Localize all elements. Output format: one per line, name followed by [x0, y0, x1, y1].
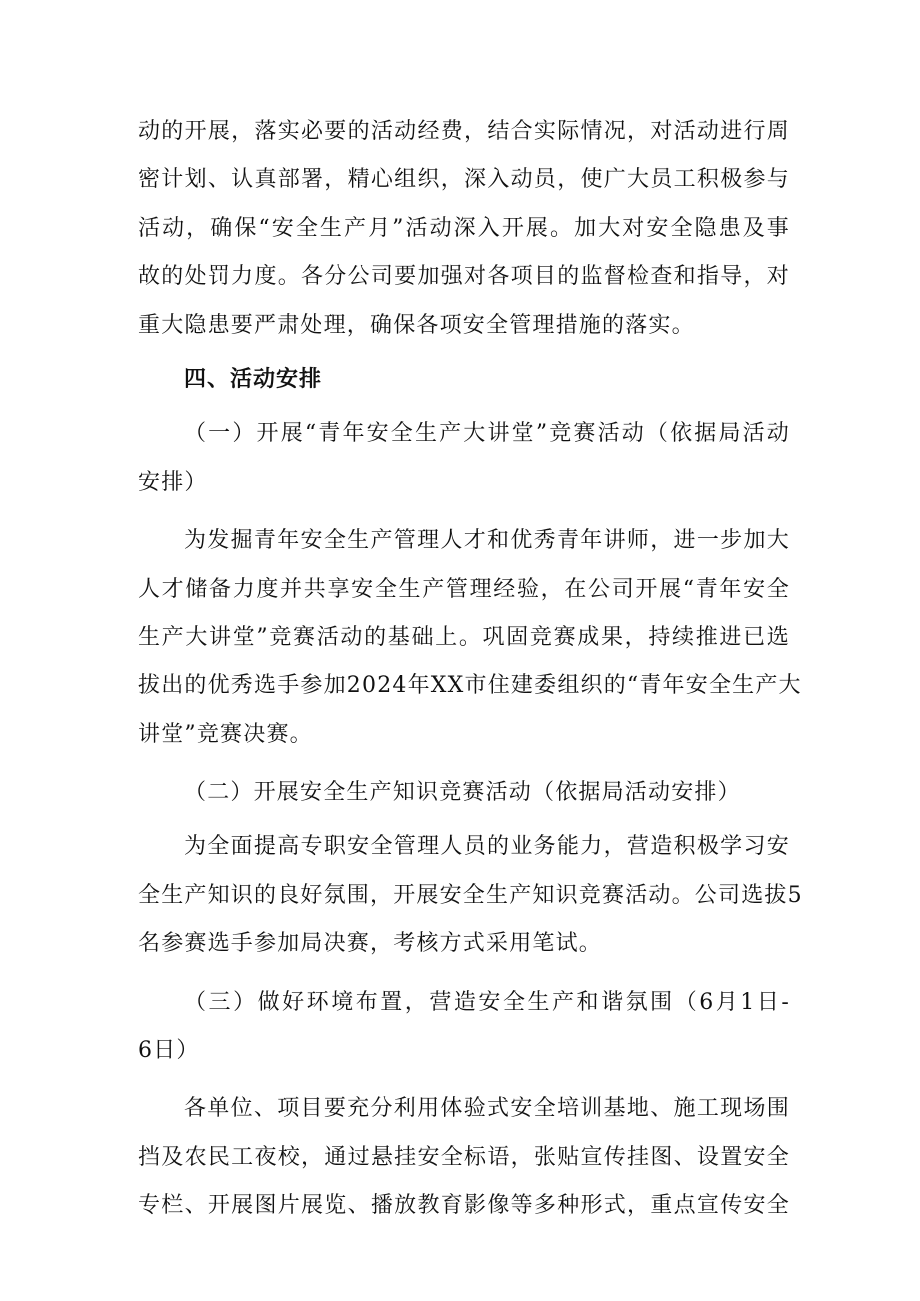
text-line: 重大隐患要严肃处理，确保各项安全管理措施的落实。 — [138, 312, 695, 338]
text-line: 人才储备力度并共享安全生产管理经验，在公司开展“青年安全 — [138, 576, 790, 602]
text-line: 为全面提高专职安全管理人员的业务能力，营造积极学习安 — [184, 834, 790, 860]
subheading-1 — [138, 410, 790, 507]
text-line: 生产大讲堂”竞赛活动的基础上。巩固竞赛成果，持续推进已选 — [138, 624, 790, 650]
paragraph-continuation — [138, 108, 790, 350]
text-line: 各单位、项目要充分利用体验式安全培训基地、施工现场围 — [184, 1096, 790, 1122]
document-page — [138, 108, 803, 1231]
paragraph-environment — [138, 1085, 790, 1230]
text-line: 活动，确保“安全生产月”活动深入开展。加大对安全隐患及事 — [138, 215, 790, 241]
text-line: 故的处罚力度。各分公司要加强对各项目的监督检查和指导，对 — [138, 264, 790, 290]
text-line: 密计划、认真部署，精心组织，深入动员，使广大员工积极参与 — [138, 167, 790, 193]
text-line: 动的开展，落实必要的活动经费，结合实际情况，对活动进行周 — [138, 119, 790, 144]
text-line: 拔出的优秀选手参加2024年XX市住建委组织的“青年安全生产大 — [138, 673, 802, 699]
text-line: 专栏、开展图片展览、播放教育影像等多种形式，重点宣传安全 — [138, 1193, 790, 1219]
text-line: 6日） — [138, 1038, 200, 1064]
section-heading: 四、活动安排 — [184, 366, 323, 392]
text-line: （二）开展安全生产知识竞赛活动（依据局活动安排） — [184, 780, 741, 806]
text-line: 名参赛选手参加局决赛，考核方式采用笔试。 — [138, 931, 603, 957]
paragraph-knowledge-contest — [138, 823, 803, 968]
subheading-2 — [138, 769, 790, 817]
text-line: 安排） — [138, 469, 208, 495]
text-line: （一）开展“青年安全生产大讲堂”竞赛活动（依据局活动 — [184, 421, 790, 447]
subheading-3 — [138, 979, 790, 1076]
text-line: 为发掘青年安全生产管理人才和优秀青年讲师，进一步加大 — [184, 528, 790, 554]
text-line: （三）做好环境布置，营造安全生产和谐氛围（6月1日- — [184, 989, 790, 1015]
text-line: 全生产知识的良好氛围，开展安全生产知识竞赛活动。公司选拔5 — [138, 882, 803, 908]
text-line: 挡及农民工夜校，通过悬挂安全标语，张贴宣传挂图、设置安全 — [138, 1144, 790, 1170]
paragraph-youth-lecture — [138, 517, 802, 759]
text-line: 讲堂”竞赛决赛。 — [138, 721, 313, 747]
